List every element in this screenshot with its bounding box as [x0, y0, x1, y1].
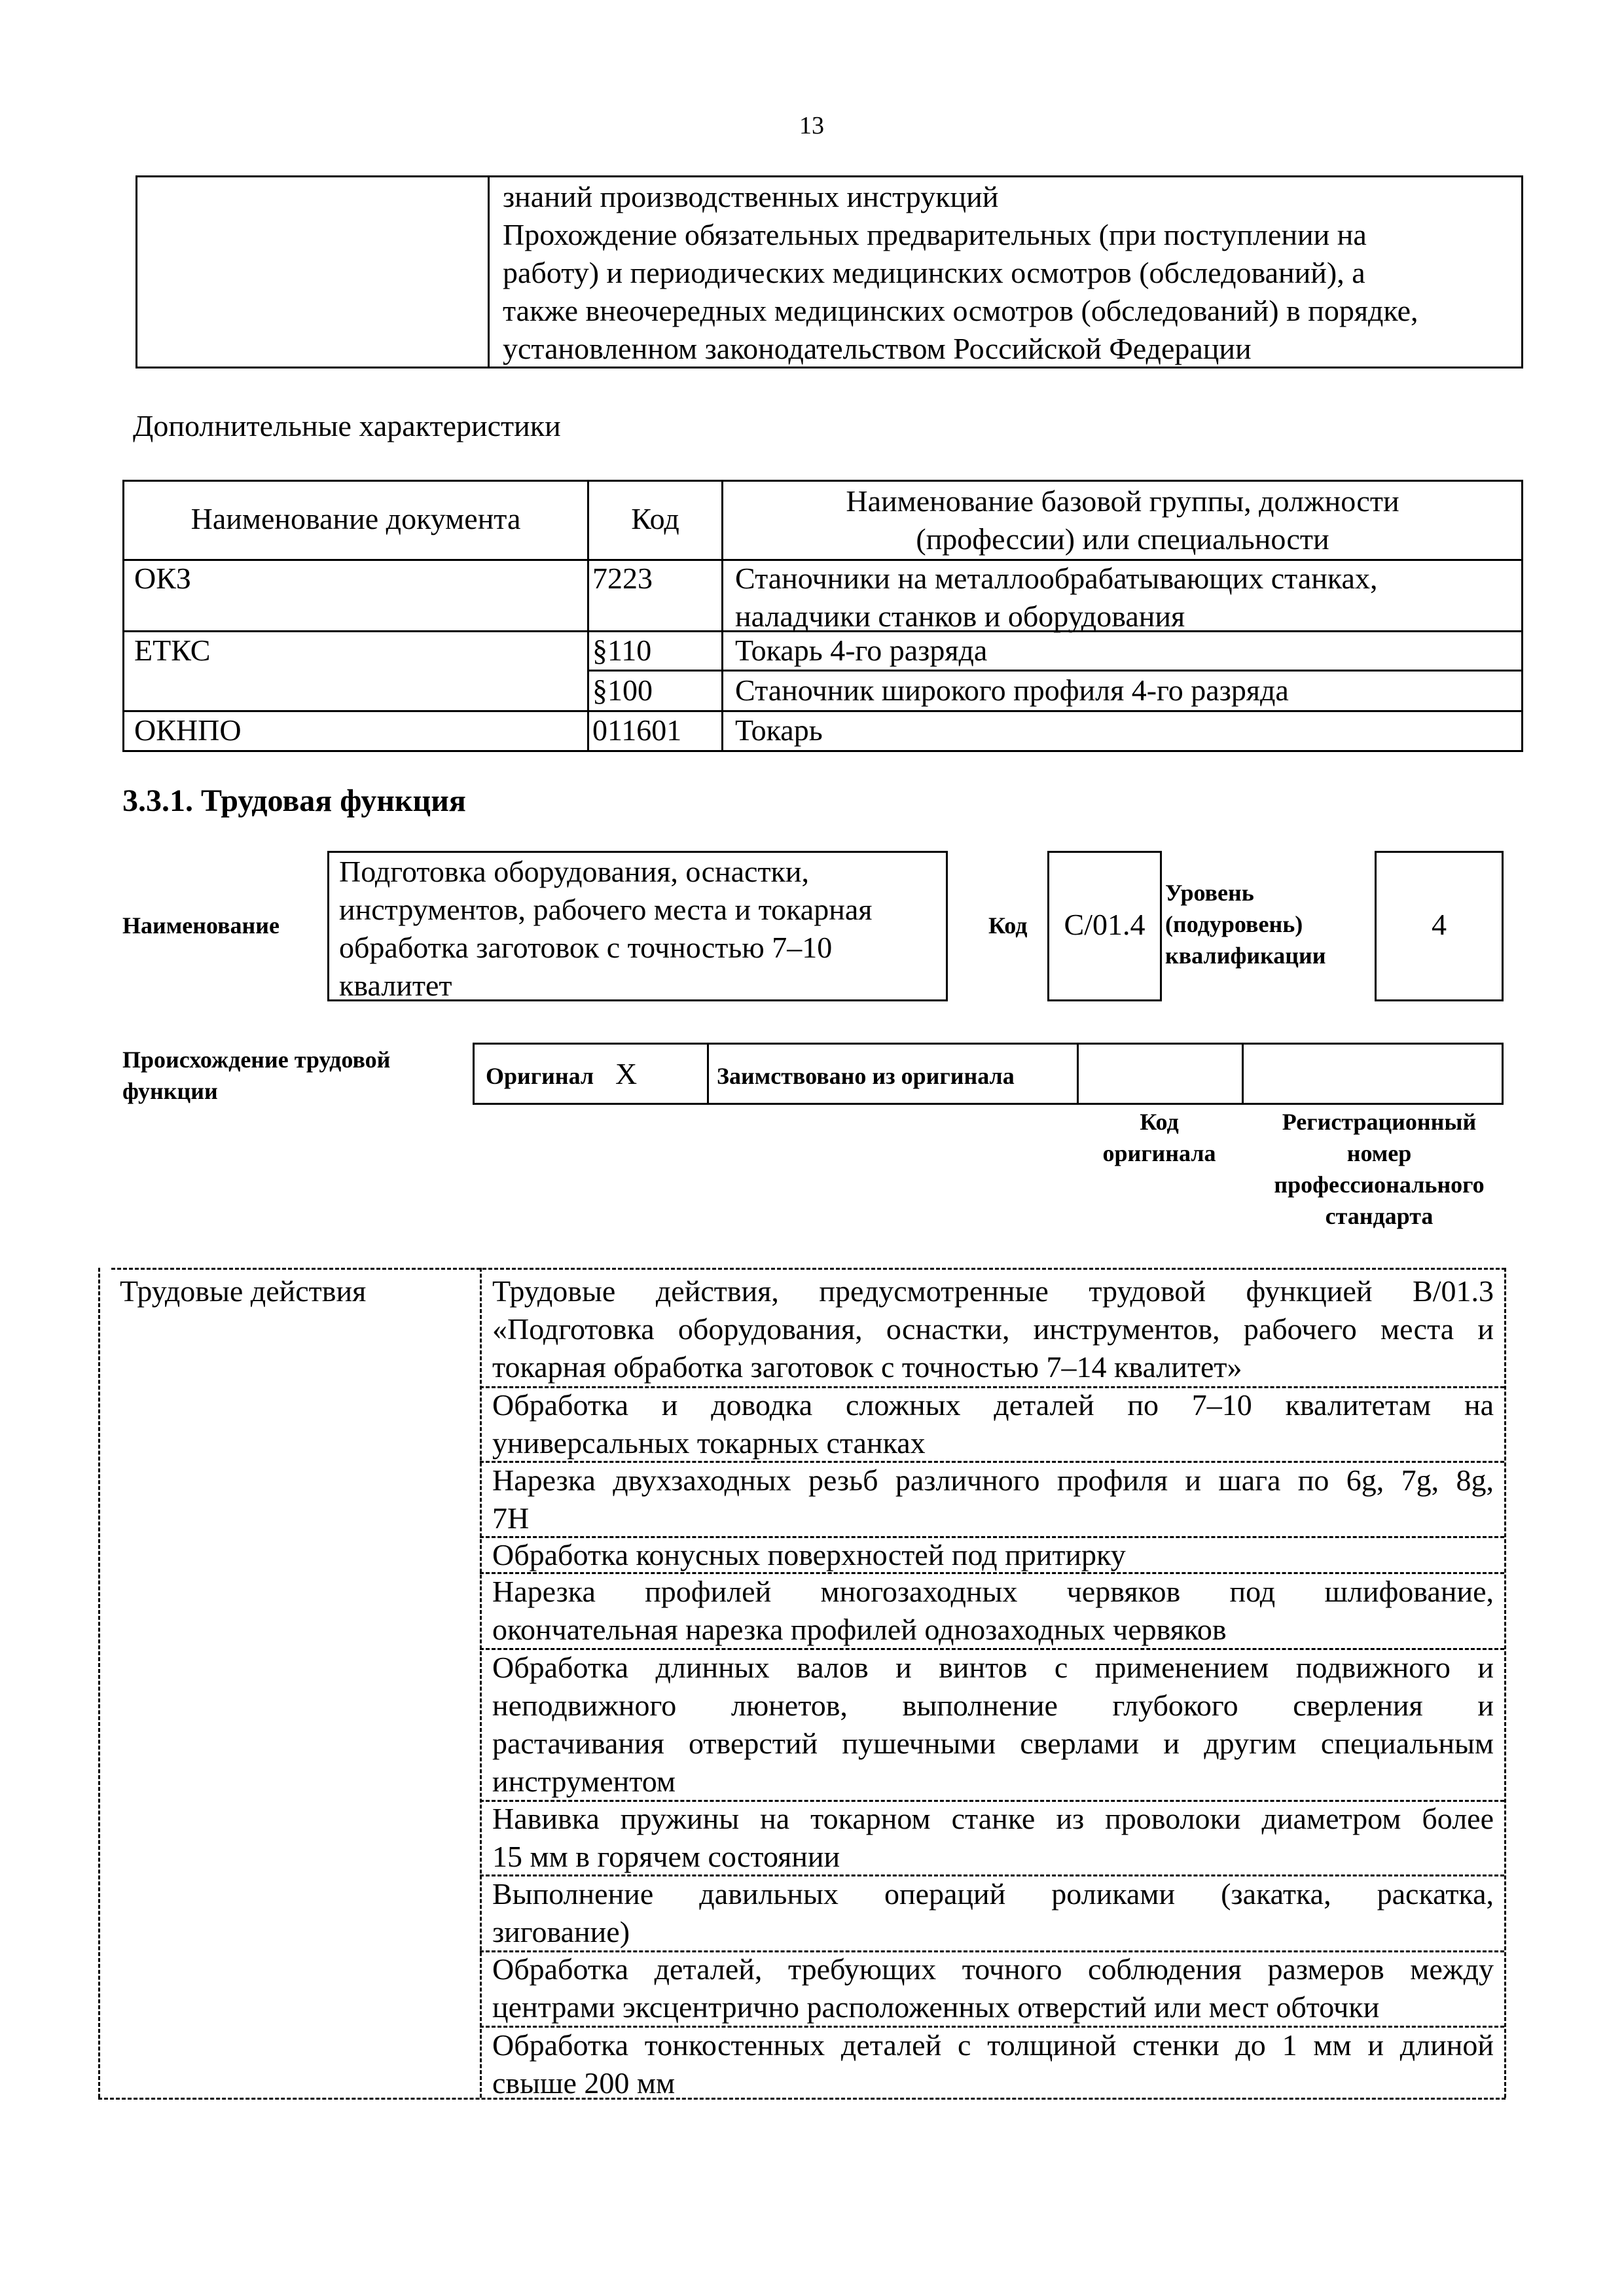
- function-level-value: 4: [1432, 908, 1447, 941]
- page-number: 13: [799, 112, 824, 139]
- top-table-line: работу) и периодических медицинских осмотров (обследований), а: [503, 256, 1365, 289]
- action-line: Навивка пружины на токарном станке из проволоки диаметром более: [492, 1802, 1494, 1835]
- action-line: Обработка конусных поверхностей под притирку: [492, 1538, 1126, 1571]
- function-name-line: квалитет: [339, 969, 452, 1002]
- function-code-value: C/01.4: [1064, 908, 1146, 941]
- action-line: Выполнение давильных операций роликами (закатка, раскатка,: [492, 1877, 1494, 1910]
- top-table-divider: [488, 175, 490, 368]
- actions-top-border: [111, 1268, 1506, 1270]
- header-doc: Наименование документа: [190, 502, 521, 535]
- row-oknpo-name: Токарь: [735, 713, 823, 747]
- action-line: 7H: [492, 1501, 530, 1535]
- header-name-line: (профессии) или специальности: [916, 522, 1329, 556]
- action-item: [492, 1800, 1494, 1876]
- row-okz-code: 7223: [592, 562, 653, 595]
- action-item: [492, 1272, 1494, 1386]
- row-oknpo-code: 011601: [592, 713, 682, 747]
- actions-right-border: [1504, 1268, 1506, 2098]
- origin-original-mark: X: [615, 1057, 638, 1090]
- header-name: [723, 482, 1522, 558]
- action-line: растачивания отверстий пушечными сверлами и другим специальным: [492, 1727, 1494, 1760]
- function-name-line: инструментов, рабочего места и токарная: [339, 893, 873, 926]
- origin-divider: [707, 1043, 709, 1105]
- action-item: [492, 1950, 1494, 2026]
- action-line: Нарезка двухзаходных резьб различного профиля и шага по 6g, 7g, 8g,: [492, 1463, 1494, 1497]
- origin-label-line: функции: [122, 1078, 218, 1104]
- function-name-line: Подготовка оборудования, оснастки,: [339, 855, 810, 888]
- top-table-line: также внеочередных медицинских осмотров (обследований) в порядке,: [503, 294, 1418, 327]
- row-okz-name: [735, 560, 1514, 636]
- row-etks2-code: §100: [592, 673, 653, 707]
- actions-left-border: [98, 1268, 100, 2098]
- origin-reg-caption-line: номер: [1346, 1140, 1412, 1166]
- action-line: инструментом: [492, 1765, 676, 1798]
- header-name-line: Наименование базовой группы, должности: [846, 484, 1399, 518]
- additional-heading: Дополнительные характеристики: [133, 409, 561, 442]
- function-name-line: обработка заготовок с точностью 7–10: [339, 931, 833, 964]
- origin-divider: [1077, 1043, 1079, 1105]
- origin-reg-caption-line: стандарта: [1325, 1203, 1434, 1229]
- function-code-label: Код: [988, 912, 1028, 939]
- action-line: универсальных токарных станках: [492, 1426, 926, 1460]
- row-etks2-name: Станочник широкого профиля 4-го разряда: [735, 673, 1289, 707]
- origin-label: [122, 1044, 450, 1107]
- action-item: [492, 1649, 1494, 1801]
- actions-label: Трудовые действия: [120, 1274, 367, 1308]
- row-name-line: Станочники на металлообрабатывающих станках,: [735, 562, 1378, 595]
- origin-original-label: Оригинал: [486, 1063, 594, 1089]
- row-okz-doc: ОКЗ: [134, 562, 191, 595]
- origin-reg-caption-line: профессионального: [1274, 1172, 1485, 1198]
- top-table-text: [503, 178, 1511, 368]
- function-name-text: [339, 853, 941, 1005]
- row-etks-name: Токарь 4-го разряда: [735, 634, 988, 667]
- origin-label-line: Происхождение трудовой: [122, 1047, 391, 1073]
- row-oknpo-doc: ОКНПО: [134, 713, 242, 747]
- action-line: свыше 200 мм: [492, 2066, 676, 2100]
- level-label-line: квалификации: [1165, 942, 1326, 969]
- top-table-line: знаний производственных инструкций: [503, 180, 999, 213]
- row-etks-doc: ЕТКС: [134, 634, 211, 667]
- origin-divider: [1242, 1043, 1244, 1105]
- action-line: Обработка длинных валов и винтов с применением подвижного и: [492, 1651, 1494, 1684]
- level-label-line: (подуровень): [1165, 911, 1303, 937]
- action-line: Обработка и доводка сложных деталей по 7–10 квалитетам на: [492, 1388, 1494, 1422]
- row-name-line: наладчики станков и оборудования: [735, 600, 1185, 633]
- action-line: Обработка деталей, требующих точного соблюдения размеров между: [492, 1952, 1494, 1986]
- action-line: Обработка тонкостенных деталей с толщиной стенки до 1 мм и длиной: [492, 2028, 1494, 2062]
- origin-code-caption-line: оригинала: [1102, 1140, 1216, 1166]
- row-etks-code: §110: [592, 634, 652, 667]
- action-item: [492, 1462, 1494, 1537]
- origin-reg-caption-line: Регистрационный: [1282, 1109, 1477, 1135]
- actions-mid-border: [480, 1268, 482, 2098]
- action-line: неподвижного люнетов, выполнение глубокого сверления и: [492, 1689, 1494, 1722]
- top-table-line: Прохождение обязательных предварительных (при поступлении на: [503, 218, 1367, 251]
- function-level-label: [1165, 877, 1375, 971]
- action-line: 15 мм в горячем состоянии: [492, 1840, 840, 1873]
- function-name-label: Наименование: [122, 912, 280, 939]
- action-item: [492, 1386, 1494, 1462]
- action-item: [492, 1875, 1494, 1951]
- level-label-line: Уровень: [1165, 880, 1254, 906]
- origin-code-caption: [1077, 1106, 1242, 1169]
- action-line: зигование): [492, 1915, 630, 1948]
- action-line: центрами эксцентрично расположенных отверстий или мест обточки: [492, 1990, 1380, 2024]
- origin-code-caption-line: Код: [1140, 1109, 1179, 1135]
- row-divider: [122, 710, 1523, 712]
- action-line: Трудовые действия, предусмотренные трудовой функцией B/01.3: [492, 1274, 1494, 1308]
- action-item: [492, 1573, 1494, 1649]
- action-item: [492, 2026, 1494, 2102]
- action-line: Нарезка профилей многозаходных червяков под шлифование,: [492, 1575, 1494, 1608]
- action-item: [492, 1536, 1494, 1574]
- action-line: «Подготовка оборудования, оснастки, инструментов, рабочего места и: [492, 1312, 1494, 1346]
- origin-reg-caption: [1242, 1106, 1517, 1232]
- action-line: окончательная нарезка профилей однозаходных червяков: [492, 1613, 1227, 1646]
- top-table-line: установленном законодательством Российской Федерации: [503, 332, 1252, 365]
- header-code: Код: [631, 502, 679, 535]
- origin-borrowed-label: Заимствовано из оригинала: [717, 1063, 1015, 1089]
- function-heading: 3.3.1. Трудовая функция: [122, 783, 466, 818]
- action-line: токарная обработка заготовок с точностью 7–14 квалитет»: [492, 1350, 1242, 1384]
